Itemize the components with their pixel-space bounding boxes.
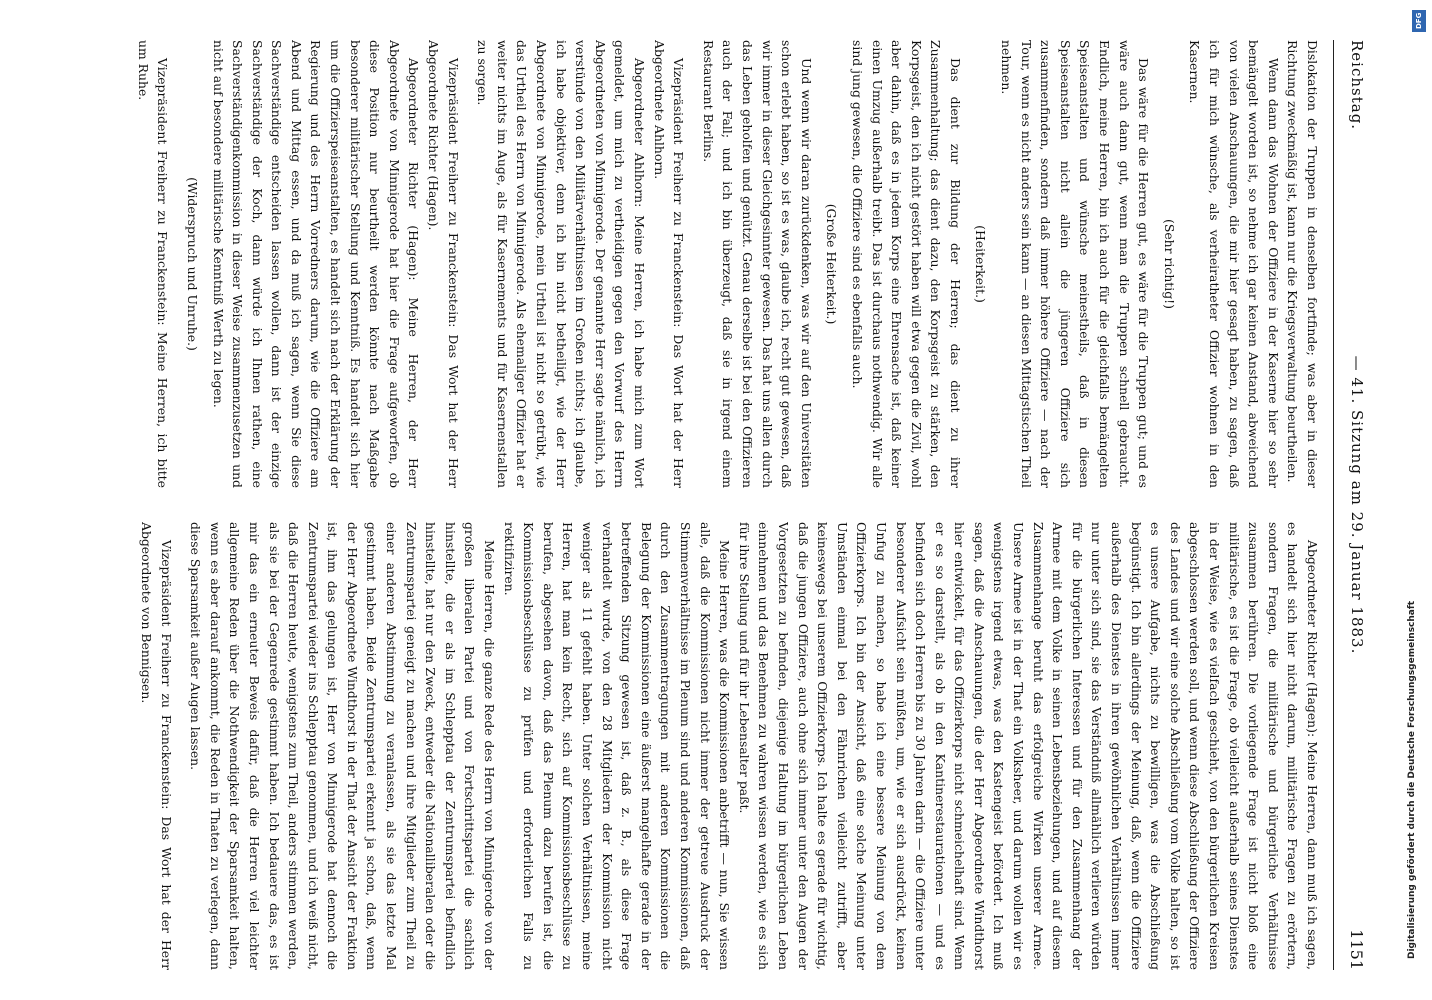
paragraph: Und wenn wir daran zurückdenken, was wir auf den Universitäten schon erlebt haben, so ist es was, glaube ich, recht gut gewesen, daß wir immer in dieser Gleichgesinnter gewesen. Das hat uns allen durch das Leben geholfen und genützt. Genau derselbe ist bei den Offizieren auch der Fall; und ich bin überzeugt, daß sie in irgend einem Restaurant Berlins. — [700, 40, 814, 488]
header-center: — 41. Sitzung am 29. Januar 1883. — [1348, 355, 1366, 655]
paragraph: Das dient zur Bildung der Herren; das dient zu ihrer Zusammenhaltung; das dient dazu, den Korpsgeist zu stärken, den Korpsgeist, den ich nicht gestört haben will etwa gegen die Zivil, wohl aber dahin, daß es in jedem Korps eine Ehrensache ist, daß keiner einen Umzug außerhalb treibt. Das ist durchaus nothwendig. Wir alle sind jung gewesen, die Offiziere sind es ebenfalls auch. — [849, 40, 963, 488]
page-header — [1333, 40, 1380, 970]
footer-credit — [1406, 14, 1420, 989]
column-right — [20, 522, 1322, 970]
paragraph: Vizepräsident Freiherr zu Franckenstein: Das Wort hat der Herr Abgeordnete Richter (Hagen). — [426, 40, 461, 488]
paragraph: Dislokation der Truppen in denselben fortfinde; was aber in dieser Richtung zweckmäßig ist, kann nur die Kriegsverwaltung beurtheilen. — [1285, 40, 1320, 488]
dfg-logo: DFG — [1412, 10, 1426, 32]
paragraph: Vizepräsident Freiherr zu Franckenstein: Das Wort hat der Herr Abgeordnete Ahlhorn. — [651, 40, 687, 488]
page-number: 1151 — [1347, 929, 1366, 970]
paragraph: (Große Heiterkeit.) — [824, 203, 840, 325]
paragraph: Meine Herren, die ganze Rede des Herrn von Minnigerode von der großen liberalen Partei und von Fortschrittspartei die sachlich hinstellte, die er als im Schlepptau der Zentrumspartei befindlich hinstellte, hat nur den Zweck, entweder die Nationalliberalen oder die Zentrumspartei geneigt zu machen und ihre Mitglieder zum Theil zu einer anderen Abstimmung zu veranlassen, als sie das letzte Mal gestimmt haben. Beide Zentrumspartei erkennt ja schon, daß, wenn der Herr Abgeordnete Windthorst in der That der Ansicht der Fraktion ist, ihm das gelungen ist, Herr von Minnigerode hat dennoch die Zentrumspartei wieder ins Schlepptau genommen, und ich weiß nicht, daß die Herren heute, wenigstens zum Theil, anders stimmen werden, als sie bei der Gegenrede gestimmt haben. Ich bedauere das, es ist mir das ein erneuter Beweis dafür, daß die Herren viel leichter allgemeine Reden über die Nothwendigkeit der Sparsamkeit halten, wenn es aber darauf ankommt, die Reden in Thaten zu verlegen, dann diese Sparsamkeit außer Augen lassen. — [188, 522, 498, 970]
header-left: Reichstag. — [1348, 40, 1366, 131]
paragraph: Das wäre für die Herren gut, es wäre für die Truppen gut; und es wäre auch dann gut, wenn man die Truppen schnell gebraucht. Endlich, meine Herren, bin ich auch für die gleichfalls bemängelten Speiseanstalten und wünsche meinestheils, daß in diesen Speiseanstalten nicht allein die jüngeren Offiziere sich zusammenfinden, sondern daß immer höhere Offiziere — nach der Tour, wenn es nicht anders sein kann — an diesen Mittagstischen Theil nehmen. — [999, 40, 1152, 488]
paragraph: Wenn dann das Wohnen der Offiziere in der Kaserne hier so sehr bemängelt worden ist, so nehme ich gar keinen Anstand, abweichend von vielen Anschauungen, die mir hier gesagt haben, zu sagen, daß ich für mich wünsche, als verheiratheter Offizier wohnen in den Kasernen. — [1187, 40, 1281, 488]
paragraph: Vizepräsident Freiherr zu Franckenstein: Meine Herren, ich bitte um Ruhe. — [135, 40, 171, 488]
paragraph: (Sehr richtig!) — [1161, 219, 1177, 309]
paragraph: (Widerspruch und Unruhe.) — [184, 177, 200, 351]
text-columns — [20, 40, 1322, 970]
column-left — [20, 40, 1322, 488]
footer-credit-text: Digitalisierung gefördert durch die Deutsche Forschungsgemeinschaft — [1407, 600, 1417, 959]
paragraph: Vizepräsident Freiherr zu Franckenstein: Das Wort hat der Herr Abgeordnete von Bennigsen. — [138, 522, 174, 970]
paragraph: Abgeordneter Richter (Hagen): Meine Herren, der Herr Abgeordnete von Minnigerode hat hier die Frage aufgeworfen, ob diese Position nur beurtheilt werden könnte nach Maßgabe besonderer militärischer Stellung und Kenntniß. Es handelt sich hier um die Offizierspeiseanstalten, es handelt sich nach der Erklärung der Regierung und des Herrn Vorredners darum, wie die Offiziere am Abend und Mittag essen, und da muß ich sagen, wenn Sie diese Sachverständige entscheiden lassen wollen, dann ist der einzige Sachverständige der Koch, dann würde ich Ihnen rathen, eine Sachverständigenkommission in dieser Weise zusammenzusetzen und nicht auf besondere militärische Kenntniß Werth zu legen. — [210, 40, 422, 488]
paragraph: (Heiterkeit.) — [973, 225, 989, 303]
paragraph: Abgeordneter Ahlhorn: Meine Herren, ich habe mich zum Wort gemeldet, um mich zu vertheidigen gegen den Vorwurf des Herrn Abgeordneten von Minnigerode. Der genannte Herr sagte nämlich, ich verstünde von den Militärverhältnissen im Großen nichts; ich glaube, ich habe objektiver, denn ich bin nicht betheiligt, wie der Herr Abgeordnete von Minnigerode, mein Urtheil ist nicht so getrübt, wie das Urtheil des Herrn von Minnigerode. Als ehemaliger Offizier hat er weiter nichts im Auge, als für Kasernements und für Kasernenstallen zu sorgen. — [475, 40, 647, 488]
paragraph: Meine Herren, was die Kommissionen anbetrifft — nun, Sie wissen alle, daß die Kommissionen nicht immer der getreue Ausdruck der Stimmenverhältnisse im Plenum sind und anderen Kommissionen, daß durch den Zusammentragungen mit anderen Kommissionen die Belegung der Kommissionen eine äußerst mangelhafte gerade in der betreffenden Sitzung gewesen ist, daß z. B., als diese Frage verhandelt wurde, von den 28 Mitgliedern der Kommission nicht weniger als 11 gefehlt haben. Unter solchen Verhältnissen, meine Herren, hat man kein Recht, sich auf Kommissionsbeschlüsse zu berufen, abgesehen davon, daß das Plenum dazu berufen ist, die Kommissionsbeschlüsse zu prüfen und erforderlichen Falls zu rektifiziren. — [501, 522, 733, 970]
paragraph: Abgeordneter Richter (Hagen): Meine Herren, dann muß ich sagen, es handelt sich hier nicht darum, militärische Fragen zu erörtern, sondern Fragen, die militärische und bürgerliche Verhältnisse zusammen berühren. Die vorliegende Frage ist nicht bloß eine militärische, es ist die Frage, ob vielleicht außerhalb seines Dienstes in der Weise, wie es vielfach geschieht, von den bürgerlichen Kreisen abgeschlossen werden soll, und wenn diese Abschließung der Offiziere des Landes und wir eine solche Abschließung vom Volke halten, so ist es unsere Aufgabe, nichts zu bewilligen, was die Abschließung begünstigt. Ich bin allerdings der Meinung, daß, wenn die Offiziere außerhalb des Dienstes in ihren gewöhnlichen Verhältnissen immer nur unter sich sind, sie das Verständniß allmählich verlieren würden für die bürgerlichen Interessen und für den Zusammenhang der Armee mit dem Volke in seinen Lebensbeziehungen, und auf diesem Zusammenhange beruht das erfolgreiche Wirken unserer Armee. Unsere Armee ist in der That ein Volksheer, und darum wollen wir es wenigstens irgend etwas, was den Kastengeist befördert. Ich muß sagen, daß die Anschauungen, die der Herr Abgeordnete Windthorst hier entwickelt, für das Offizierkorps nicht schmeichelhaft sind. Wenn er es so darstellt, als ob in den Kantinerestaurationen — und es befinden sich doch Herren bis zu 30 Jahren darin — die Offiziere unter besonderer Aufsicht sein müßten, um, wie er sich ausdrückt, keinen Unfug zu machen, so habe ich eine bessere Meinung von dem Offizierkorps. Ich bin der Ansicht, daß eine solche Meinung unter Umständen einmal bei den Fähnrichen vielleicht zutrifft, aber keineswegs bei unserem Offizierkorps. Ich halte es gerade für wichtig, daß die jungen Offiziere, auch ohne sich immer unter den Augen der Vorgesetzten zu befinden, diejenige Haltung im bürgerlichen Leben einnehmen und das Benehmen zu wahren wissen werden, wie es sich für ihre Stellung und für ihr Lebensalter paßt. — [736, 522, 1320, 970]
